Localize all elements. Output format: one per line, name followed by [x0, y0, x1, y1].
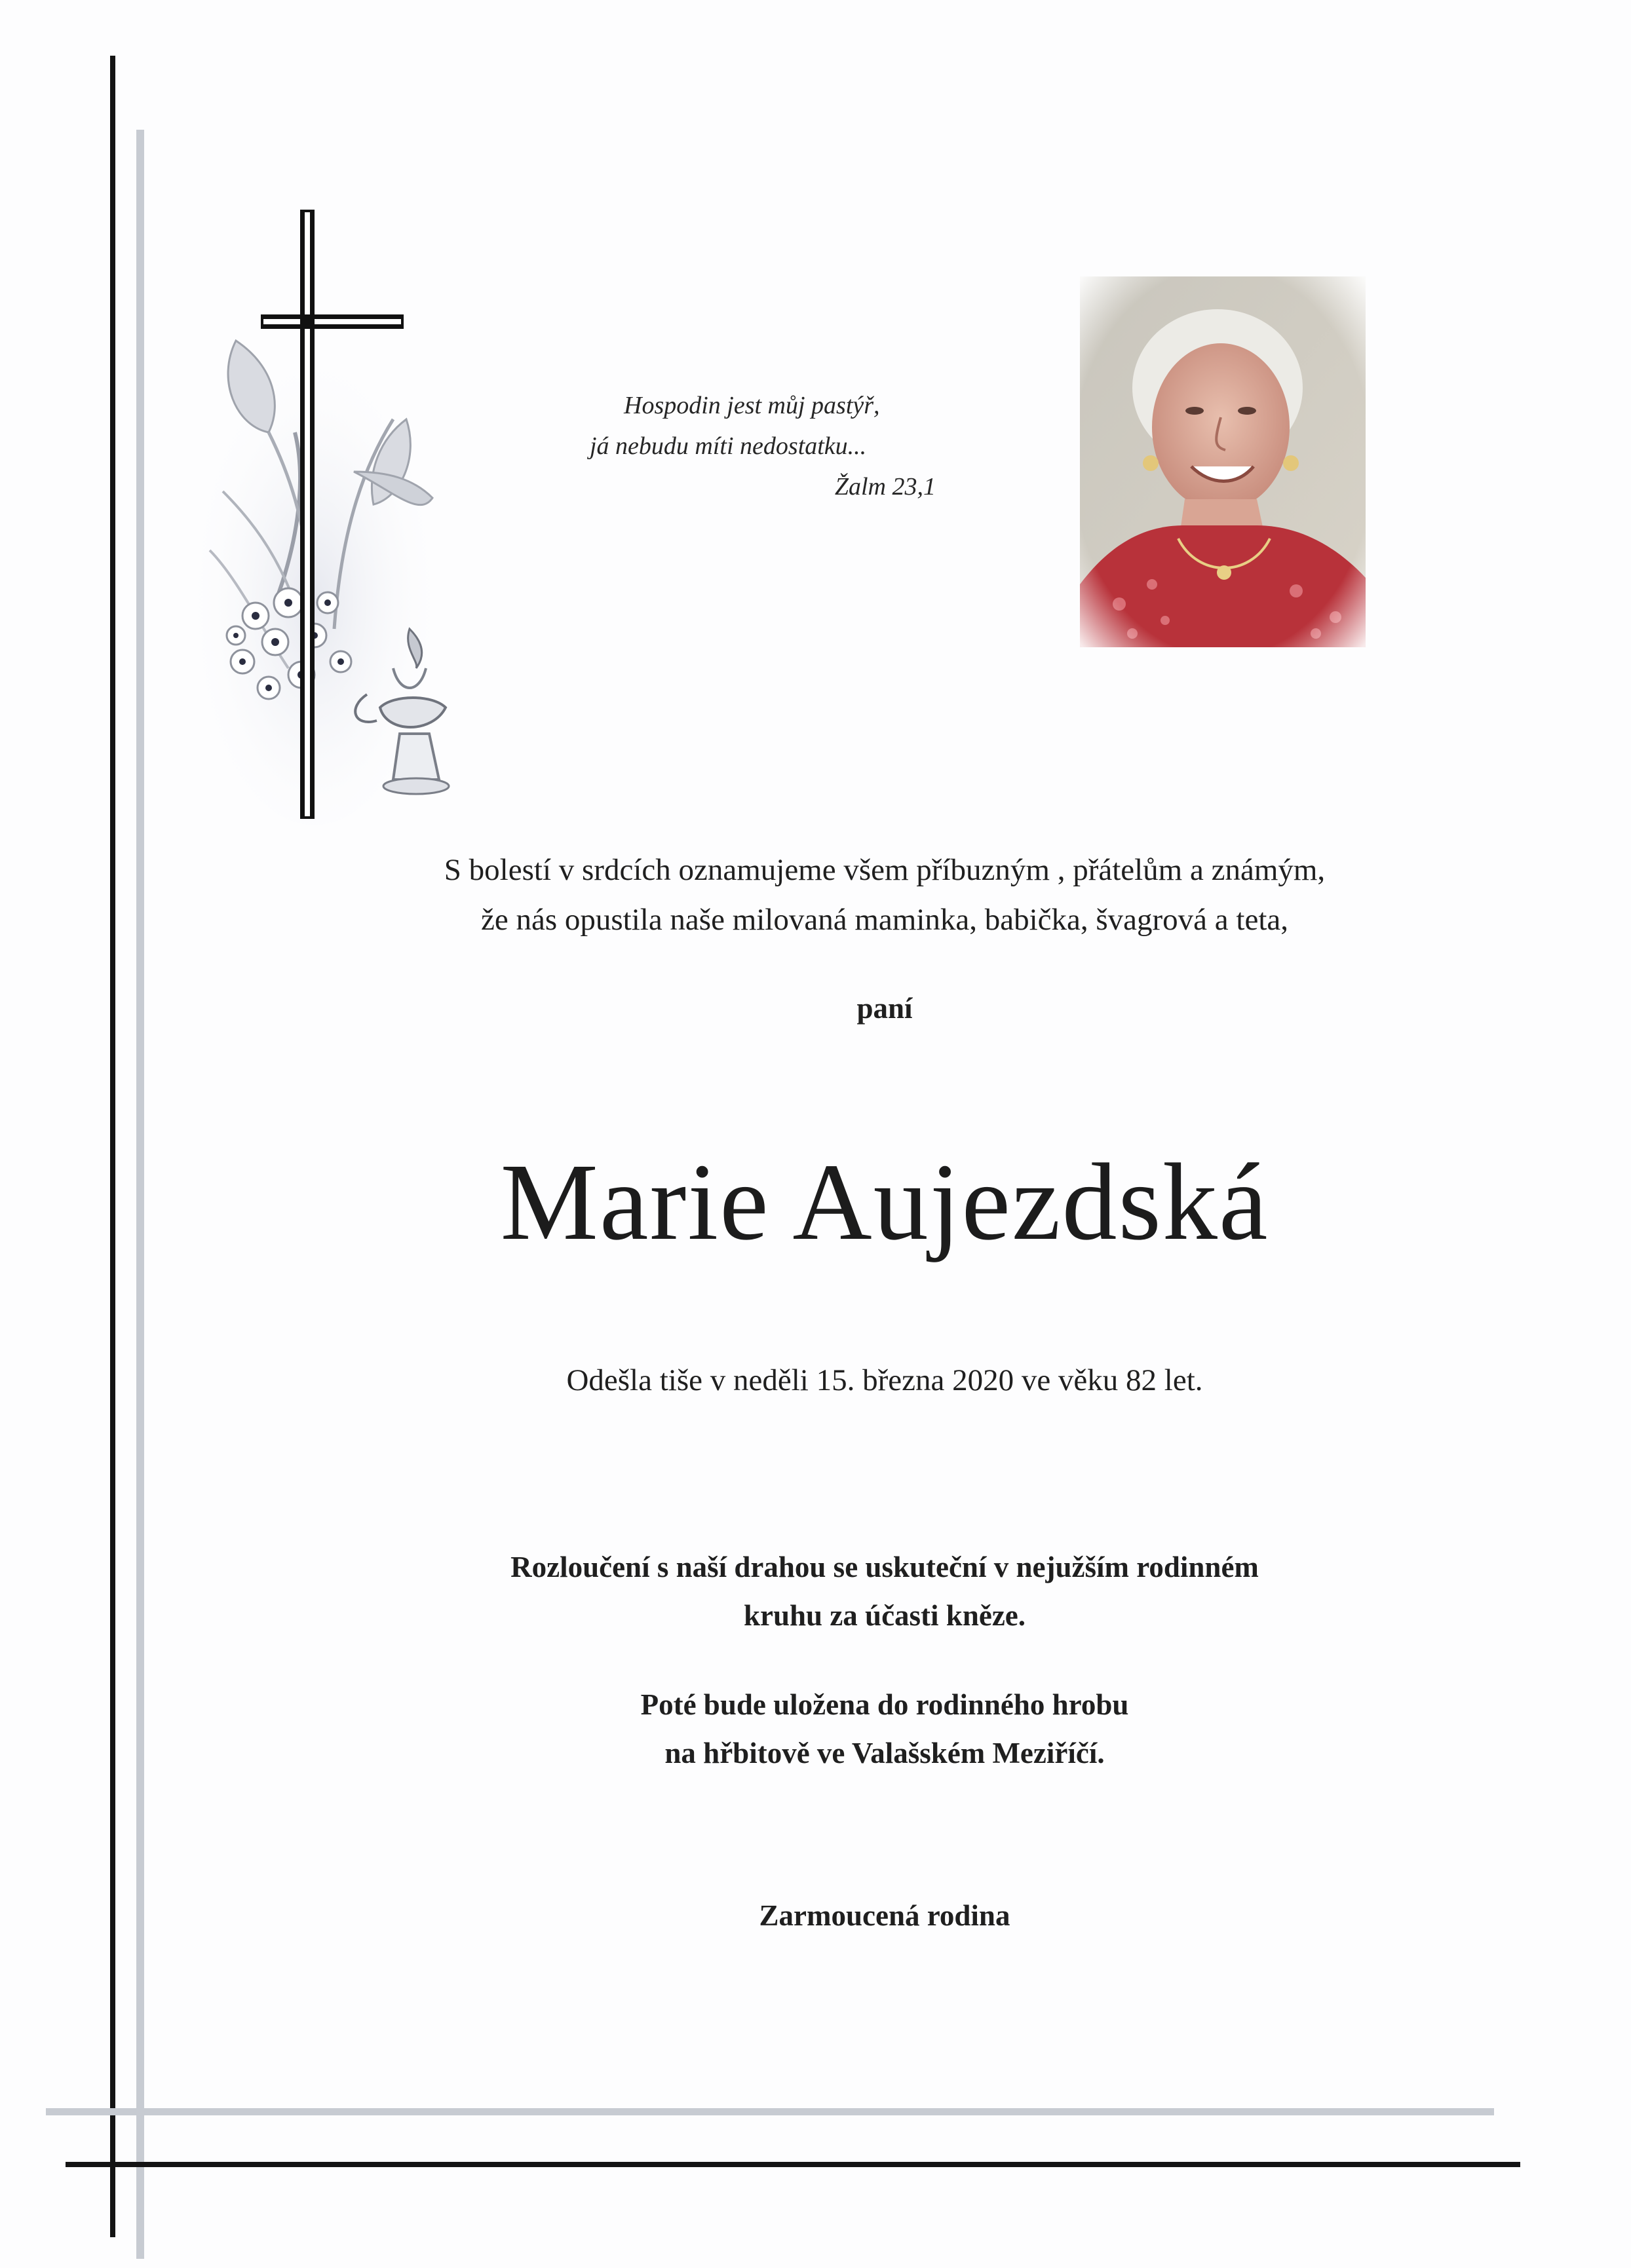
departure-date-text: Odešla tiše v neděli 15. března 2020 ve věku 82 let. [566, 1363, 1203, 1397]
announcement-text [197, 845, 1573, 945]
portrait-photo [1080, 276, 1366, 647]
farewell-text [197, 1543, 1573, 1640]
verse-line-2: já nebudu míti nedostatku... [590, 432, 867, 460]
frame-vertical-gray-line [136, 130, 144, 2259]
family-signature: Zarmoucená rodina [759, 1899, 1010, 1932]
burial-line-2: na hřbitově ve Valašském Meziříčí. [664, 1737, 1105, 1769]
frame-horizontal-gray-line [46, 2108, 1494, 2115]
honorific: paní [856, 992, 913, 1025]
psalm-verse [590, 385, 1009, 507]
burial-text [197, 1680, 1573, 1777]
deceased-name: Marie Aujezdská [500, 1141, 1269, 1263]
frame-vertical-black-line [110, 56, 115, 2237]
verse-line-1: Hospodin jest můj pastýř, [624, 392, 880, 419]
farewell-line-2: kruhu za účasti kněze. [743, 1599, 1026, 1632]
farewell-line-1: Rozloučení s naší drahou se uskuteční v nejužším rodinném [510, 1551, 1259, 1583]
announcement-line-1: S bolestí v srdcích oznamujeme všem příbuzným , přátelům a známým, [444, 853, 1326, 887]
verse-reference: Žalm 23,1 [834, 473, 936, 501]
burial-line-1: Poté bude uložena do rodinného hrobu [640, 1688, 1129, 1721]
cross-with-flowers-image [197, 210, 498, 825]
portrait-icon [1080, 276, 1366, 647]
announcement-line-2: že nás opustila naše milovaná maminka, babička, švagrová a teta, [480, 903, 1288, 937]
frame-horizontal-black-line [66, 2162, 1520, 2167]
cross-icon [197, 210, 498, 825]
